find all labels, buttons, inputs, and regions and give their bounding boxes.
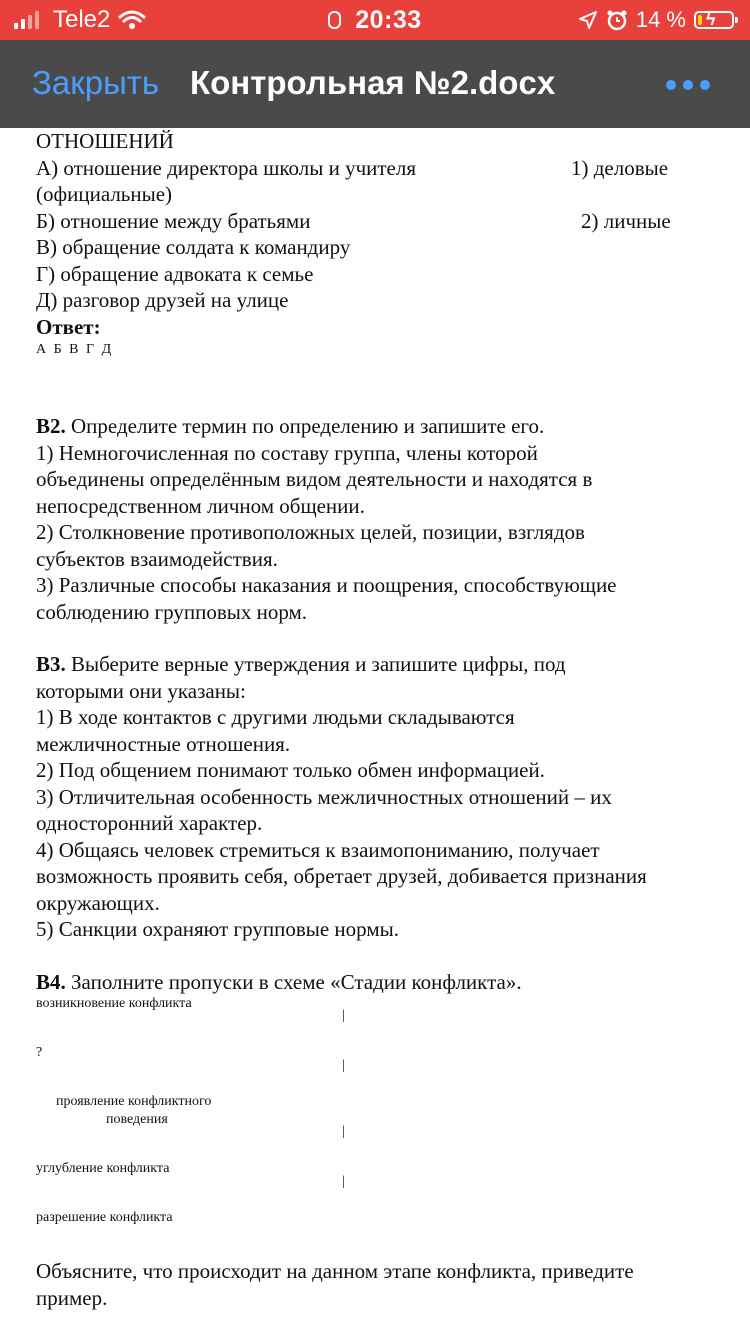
b2-line: 1) Немногочисленная по составу группа, члены которой	[36, 440, 538, 465]
b3-line: которыми они указаны:	[36, 678, 246, 703]
b4-intro: Заполните пропуски в схеме «Стадии конфликта».	[71, 969, 522, 994]
b2-line: субъектов взаимодействия.	[36, 546, 278, 571]
spacer	[36, 625, 716, 651]
stage-manifestation-2: поведения	[106, 1112, 168, 1127]
b1-left-b: Б) отношение между братьями	[36, 208, 311, 233]
b2-label: В2.	[36, 414, 66, 438]
battery-fill	[698, 15, 702, 25]
close-button[interactable]: Закрыть	[32, 64, 160, 101]
battery-percent: 14 %	[635, 7, 686, 32]
b1-item-d: Д) разговор друзей на улице	[36, 288, 289, 312]
stage-connector: |	[342, 1174, 345, 1189]
b1-answer-label: Ответ:	[36, 314, 101, 339]
b3-line: 1) В ходе контактов с другими людьми складываются	[36, 705, 515, 729]
b3-line: межличностные отношения.	[36, 731, 291, 756]
b2-heading	[36, 413, 716, 440]
stage-connector: |	[342, 1124, 345, 1139]
b1-item-g: Г) обращение адвоката к семье	[36, 261, 314, 286]
stage-unknown: ?	[36, 1045, 43, 1060]
microphone-icon	[328, 11, 341, 29]
b1-item-a	[36, 155, 716, 182]
b3-line: 4) Общаясь человек стремиться к взаимопониманию, получает	[36, 837, 600, 862]
b2-line: непосредственном личном общении.	[36, 493, 365, 518]
stage-deepening: углубление конфликта	[36, 1161, 170, 1176]
b2-line: 3) Различные способы наказания и поощрения, способствующие	[36, 573, 617, 597]
stage-connector: |	[342, 1008, 345, 1023]
document-body	[36, 128, 716, 1311]
dot	[666, 80, 676, 90]
b2-intro: Определите термин по определению и запишите его.	[71, 414, 545, 438]
status-right	[578, 6, 734, 34]
b1-right-1: 1) деловые	[571, 155, 669, 180]
b1-item-b	[36, 208, 716, 235]
conflict-stages-scheme	[36, 995, 716, 1250]
stage-connector: |	[342, 1058, 345, 1073]
b1-answer-letters: А Б В Г Д	[36, 342, 114, 357]
charging-bolt-icon: ϟ	[706, 9, 716, 29]
b1-item-v: В) обращение солдата к командиру	[36, 235, 351, 259]
b2-line: 2) Столкновение противоположных целей, позиции, взглядов	[36, 520, 585, 544]
b3-line: односторонний характер.	[36, 811, 263, 835]
b4-closing-line: пример.	[36, 1285, 108, 1310]
alarm-icon	[606, 9, 628, 31]
b3-intro: Выберите верные утверждения и запишите цифры, под	[71, 652, 566, 676]
b4-closing-line: Объясните, что происходит на данном этапе конфликта, приведите	[36, 1259, 634, 1283]
b3-line: окружающих.	[36, 890, 160, 915]
b4-label: В4.	[36, 969, 66, 994]
more-options-icon[interactable]	[666, 80, 710, 90]
document-title: Контрольная №2.docx	[190, 64, 556, 101]
clock: 20:33	[355, 6, 422, 34]
dot	[683, 80, 693, 90]
b3-line: 5) Санкции охраняют групповые нормы.	[36, 917, 399, 941]
location-arrow-icon	[578, 10, 598, 30]
b1-item-a-cont: (официальные)	[36, 182, 173, 206]
b3-heading	[36, 651, 716, 678]
carrier-name: Tele2	[53, 6, 111, 33]
b4-heading	[36, 969, 716, 996]
b3-line: 3) Отличительная особенность межличностных отношений – их	[36, 784, 612, 809]
b1-left-a: А) отношение директора школы и учителя	[36, 155, 417, 180]
b1-heading-tail: ОТНОШЕНИЙ	[36, 129, 174, 153]
b2-line: соблюдению групповых норм.	[36, 599, 308, 624]
b4-closing	[36, 1258, 716, 1311]
b3-line: возможность проявить себя, обретает друзей, добивается признания	[36, 864, 647, 888]
b1-answer-row	[36, 314, 716, 341]
battery-icon	[694, 11, 734, 29]
stage-manifestation-1: проявление конфликтного	[56, 1094, 212, 1109]
status-bar	[0, 0, 750, 40]
stage-resolution: разрешение конфликта	[36, 1210, 173, 1225]
b3-line: 2) Под общением понимают только обмен информацией.	[36, 758, 545, 782]
spacer	[36, 360, 716, 413]
spacer	[36, 943, 716, 969]
b3-label: В3.	[36, 652, 66, 676]
b2-line: объединены определённым видом деятельности и находятся в	[36, 467, 593, 491]
b1-right-2: 2) личные	[581, 208, 671, 233]
dot	[700, 80, 710, 90]
navigation-bar	[0, 40, 750, 128]
stage-origin: возникновение конфликта	[36, 996, 192, 1011]
